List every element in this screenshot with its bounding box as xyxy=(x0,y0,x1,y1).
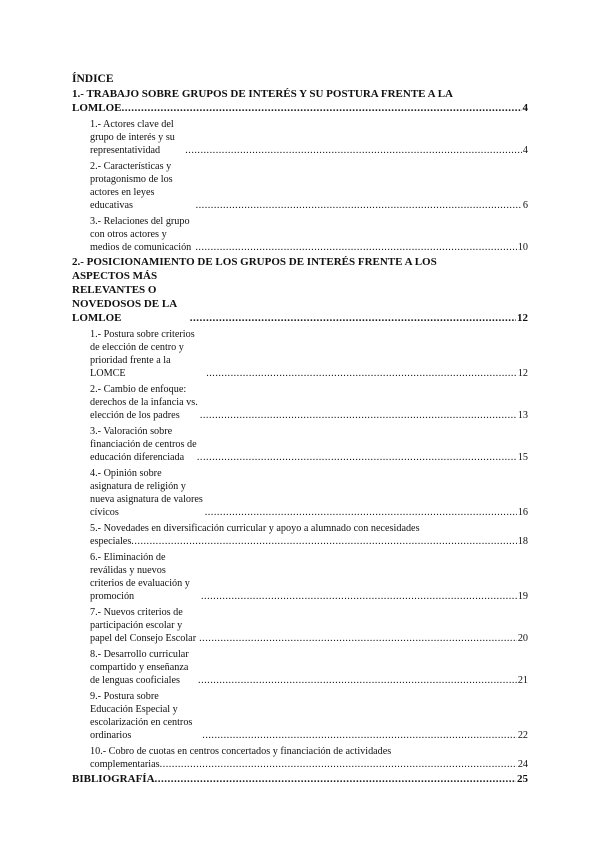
toc-item-2-6[interactable] xyxy=(72,551,528,603)
toc-title: ÍNDICE xyxy=(72,73,114,85)
toc-bibliography[interactable] xyxy=(72,772,528,786)
toc-item-label: especiales xyxy=(90,536,132,547)
toc-item-1-3[interactable] xyxy=(72,215,528,254)
toc-page-number: 16 xyxy=(517,507,528,518)
toc-section-1-title-line1: 1.- TRABAJO SOBRE GRUPOS DE INTERÉS Y SU POSTURA FRENTE A LA xyxy=(72,88,454,100)
dot-leader xyxy=(155,772,516,786)
dot-leader xyxy=(196,199,522,212)
toc-item-2-5[interactable] xyxy=(72,522,528,548)
dot-leader xyxy=(185,144,522,157)
toc-item-2-8[interactable] xyxy=(72,648,528,687)
toc-item-1-1[interactable] xyxy=(72,118,528,157)
dot-leader xyxy=(200,409,517,422)
toc-item-label: 4.- Opinión sobre asignatura de religión y nueva asignatura de valores cívicos xyxy=(90,468,203,518)
toc-section-2-title-line1: 2.- POSICIONAMIENTO DE LOS GRUPOS DE INTERÉS FRENTE A LOS xyxy=(72,256,437,268)
toc-item-label: 2.- Cambio de enfoque: derechos de la infancia vs. elección de los padres xyxy=(90,384,198,421)
toc-bibliography-label: BIBLIOGRAFÍA xyxy=(72,773,155,785)
toc-page-number: 24 xyxy=(517,759,528,770)
toc-item-label: complementarias xyxy=(90,759,160,770)
toc-page-number: 4 xyxy=(522,145,528,156)
dot-leader xyxy=(206,367,517,380)
toc-item-label-line1: 5.- Novedades en diversificación curricular y apoyo a alumnado con necesidades xyxy=(90,523,420,534)
toc-item-2-1[interactable] xyxy=(72,328,528,380)
toc-section-2[interactable] xyxy=(72,255,528,325)
toc-item-label: 3.- Relaciones del grupo con otros actores y medios de comunicación xyxy=(90,216,192,253)
dot-leader xyxy=(202,729,517,742)
toc-section-1[interactable] xyxy=(72,87,528,115)
toc-item-2-4[interactable] xyxy=(72,467,528,519)
toc-page-number: 10 xyxy=(517,242,528,253)
dot-leader xyxy=(201,590,517,603)
toc-page-number: 6 xyxy=(522,200,528,211)
toc-item-label: 1.- Actores clave del grupo de interés y su representatividad xyxy=(90,119,175,156)
toc-section-2-title-line2: ASPECTOS MÁS RELEVANTES O NOVEDOSOS DE LA LOMLOE xyxy=(72,270,177,324)
toc-item-2-9[interactable] xyxy=(72,690,528,742)
dot-leader xyxy=(205,506,517,519)
toc-item-label-line1: 10.- Cobro de cuotas en centros concertados y financiación de actividades xyxy=(90,746,392,757)
dot-leader xyxy=(197,451,517,464)
toc-item-2-10[interactable] xyxy=(72,745,528,771)
dot-leader xyxy=(190,311,516,325)
toc-item-1-2[interactable] xyxy=(72,160,528,212)
toc-item-2-7[interactable] xyxy=(72,606,528,645)
dot-leader xyxy=(198,674,517,687)
toc-item-label: 6.- Eliminación de reválidas y nuevos criterios de evaluación y promoción xyxy=(90,552,190,602)
toc-page-number: 4 xyxy=(522,102,528,114)
toc-item-label: 8.- Desarrollo curricular compartido y enseñanza de lenguas cooficiales xyxy=(90,649,189,686)
toc-page-number: 15 xyxy=(517,452,528,463)
toc-item-2-2[interactable] xyxy=(72,383,528,422)
toc-item-label: 7.- Nuevos criterios de participación escolar y papel del Consejo Escolar xyxy=(90,607,197,644)
toc-item-label: 1.- Postura sobre criterios de elección de centro y prioridad frente a la LOMCE xyxy=(90,329,195,379)
toc-item-label: 2.- Características y protagonismo de los actores en leyes educativas xyxy=(90,161,173,211)
table-of-contents xyxy=(72,72,528,786)
toc-page-number: 18 xyxy=(517,536,528,547)
toc-page-number: 13 xyxy=(517,410,528,421)
toc-item-2-3[interactable] xyxy=(72,425,528,464)
toc-page-number: 21 xyxy=(517,675,528,686)
dot-leader xyxy=(131,535,517,548)
toc-page-number: 19 xyxy=(517,591,528,602)
toc-page-number: 22 xyxy=(517,730,528,741)
dot-leader xyxy=(122,101,522,115)
toc-page-number: 12 xyxy=(517,312,528,324)
toc-item-label: 3.- Valoración sobre financiación de centros de educación diferenciada xyxy=(90,426,197,463)
dot-leader xyxy=(199,632,517,645)
toc-section-1-title-line2: LOMLOE xyxy=(72,102,122,114)
dot-leader xyxy=(160,758,517,771)
toc-item-label: 9.- Postura sobre Educación Especial y escolarización en centros ordinarios xyxy=(90,691,193,741)
toc-page-number: 20 xyxy=(517,633,528,644)
toc-page-number: 25 xyxy=(517,773,528,785)
dot-leader xyxy=(195,241,516,254)
toc-page-number: 12 xyxy=(517,368,528,379)
